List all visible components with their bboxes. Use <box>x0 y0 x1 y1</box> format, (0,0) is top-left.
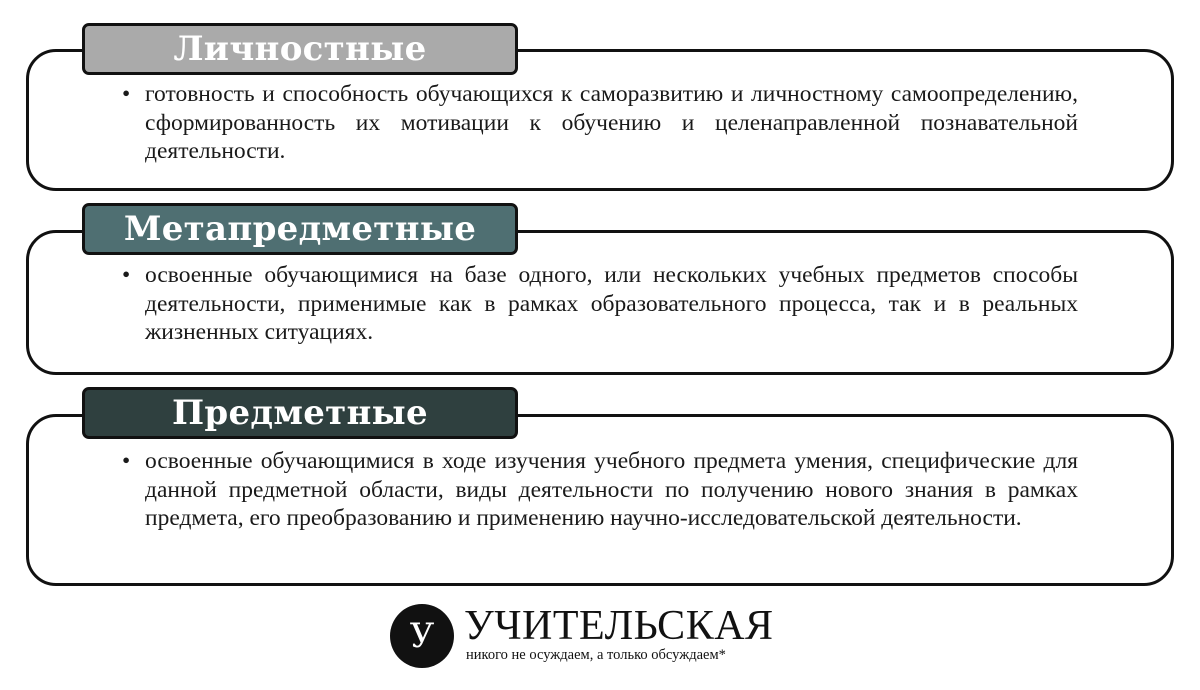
logo-letter-icon: У <box>390 604 454 668</box>
bullet-icon: • <box>122 81 131 107</box>
logo-subtitle: никого не осуждаем, а только обсуждаем* <box>466 647 726 663</box>
section-text-subject: освоенные обучающимися в ходе изучения учебного предмета умения, специфические для данной предметной области, виды деятельности по получению нового знания в рамках предмета, его преобразованию и применению научно-исследовательской деятельности. <box>145 448 1078 531</box>
brand-logo <box>390 600 810 670</box>
section-title-personal: Личностные <box>82 23 518 75</box>
section-text-personal: готовность и способность обучающихся к саморазвитию и личностному самоопределению, сформированность их мотивации к обучению и целенаправленной познавательной деятельности. <box>145 81 1078 164</box>
section-title-subject: Предметные <box>82 387 518 439</box>
logo-title: УЧИТЕЛЬСКАЯ <box>464 603 774 649</box>
bullet-icon: • <box>122 448 131 474</box>
bullet-icon: • <box>122 262 131 288</box>
section-title-metasubject: Метапредметные <box>82 203 518 255</box>
section-text-metasubject: освоенные обучающимися на базе одного, или нескольких учебных предметов способы деятельности, применимые как в рамках образовательного процесса, так и в реальных жизненных ситуациях. <box>145 262 1078 345</box>
